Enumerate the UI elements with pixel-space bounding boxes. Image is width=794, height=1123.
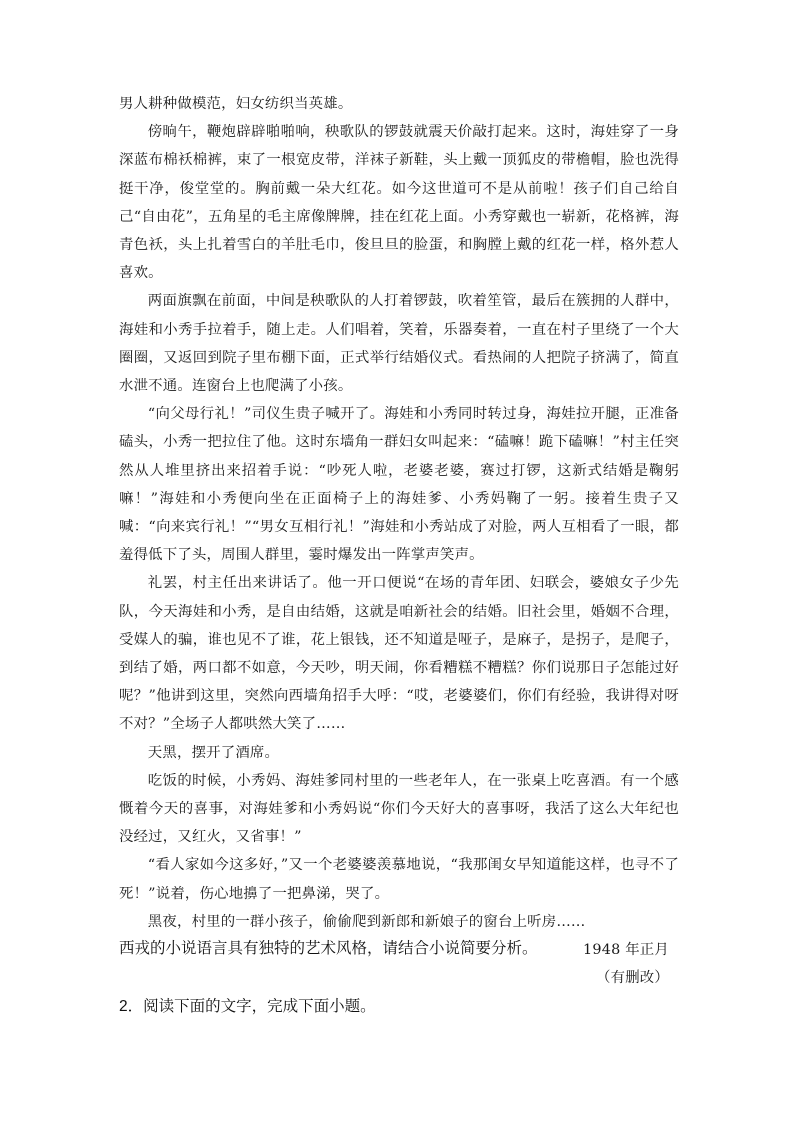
story-paragraph: “看人家如今这多好，”又一个老婆婆羡慕地说，“我那闺女早知道能这样，也寻不了死！”说着，伤心地擤了一把鼻涕，哭了。 (119, 857, 679, 902)
question-heading: 2．阅读下面的文字，完成下面小题。 (119, 998, 376, 1015)
story-paragraph: 黑夜，村里的一群小孩子，偷偷爬到新郎和新娘子的窗台上听房…… (147, 913, 586, 930)
story-paragraph: 天黑，摆开了酒席。 (147, 744, 280, 761)
story-excerpt (119, 90, 679, 993)
story-date: 1948 年正月 (583, 942, 669, 959)
story-paragraph: 男人耕种做模范，妇女纺织当英雄。 (119, 96, 353, 112)
story-paragraph: 礼罢，村主任出来讲话了。他一开口便说“在场的青年团、妇联会，婆娘女子少先队，今天海娃和小秀，是自由结婚，这就是咱新社会的结婚。旧社会里，婚姻不合理，受媒人的骗，谁也见不了谁，花上银钱，还不知道是哑子，是麻子，是拐子，是爬子，到结了婚，两口都不如意，今天吵，明天闹，你看糟糕不糟糕？你们说那日子怎能过好呢？”他讲到这里，突然向西墙角招手大呼：“哎，老婆婆们，你们有经验，我讲得对呀不对？”全场子人都哄然大笑了…… (119, 575, 679, 733)
story-paragraph: 傍晌午，鞭炮辟辟啪啪响，秧歌队的锣鼓就震天价敲打起来。这时，海娃穿了一身深蓝布棉袄棉裤，束了一根宽皮带，洋袜子新鞋，头上戴一顶狐皮的带檐帽，脸也洗得挺干净，俊堂堂的。胸前戴一朵大红花。如今这世道可不是从前啦！孩子们自己给自己“自由花”，五角星的毛主席像牌牌，挂在红花上面。小秀穿戴也一崭新，花格裤，海青色袄，头上扎着雪白的羊肚毛巾，俊旦旦的脸蛋，和胸膛上戴的红花一样，格外惹人喜欢。 (119, 124, 679, 282)
question-prompt: 西戎的小说语言具有独特的艺术风格，请结合小说简要分析。 (119, 940, 538, 957)
story-note: （有删改） (596, 970, 669, 987)
story-paragraph: “向父母行礼！”司仪生贵子喊开了。海娃和小秀同时转过身，海娃拉开腿，正准备磕头，小秀一把拉住了他。这时东墙角一群妇女叫起来：“磕嘛！跪下磕嘛！”村主任突然从人堆里挤出来招着手说：“吵死人啦，老婆老婆，赛过打锣，这新式结婚是鞠躬嘛！”海娃和小秀便向坐在正面椅子上的海娃爹、小秀妈鞠了一躬。接着生贵子又喊：“向来宾行礼！”“男女互相行礼！”海娃和小秀站成了对脸，两人互相看了一眼，都羞得低下了头，周围人群里，霎时爆发出一阵掌声笑声。 (119, 406, 679, 564)
story-paragraph: 两面旗飘在前面，中间是秧歌队的人打着锣鼓，吹着笙管，最后在簇拥的人群中，海娃和小秀手拉着手，随上走。人们唱着，笑着，乐器奏着，一直在村子里绕了一个大圈圈，又返回到院子里布棚下面，正式举行结婚仪式。看热闹的人把院子挤满了，简直水泄不通。连窗台上也爬满了小孩。 (119, 293, 679, 395)
story-paragraph: 吃饭的时候，小秀妈、海娃爹同村里的一些老年人，在一张桌上吃喜酒。有一个感慨着今天的喜事，对海娃爹和小秀妈说“你们今天好大的喜事呀，我活了这么大年纪也没经过，又红火，又省事！” (119, 772, 679, 846)
